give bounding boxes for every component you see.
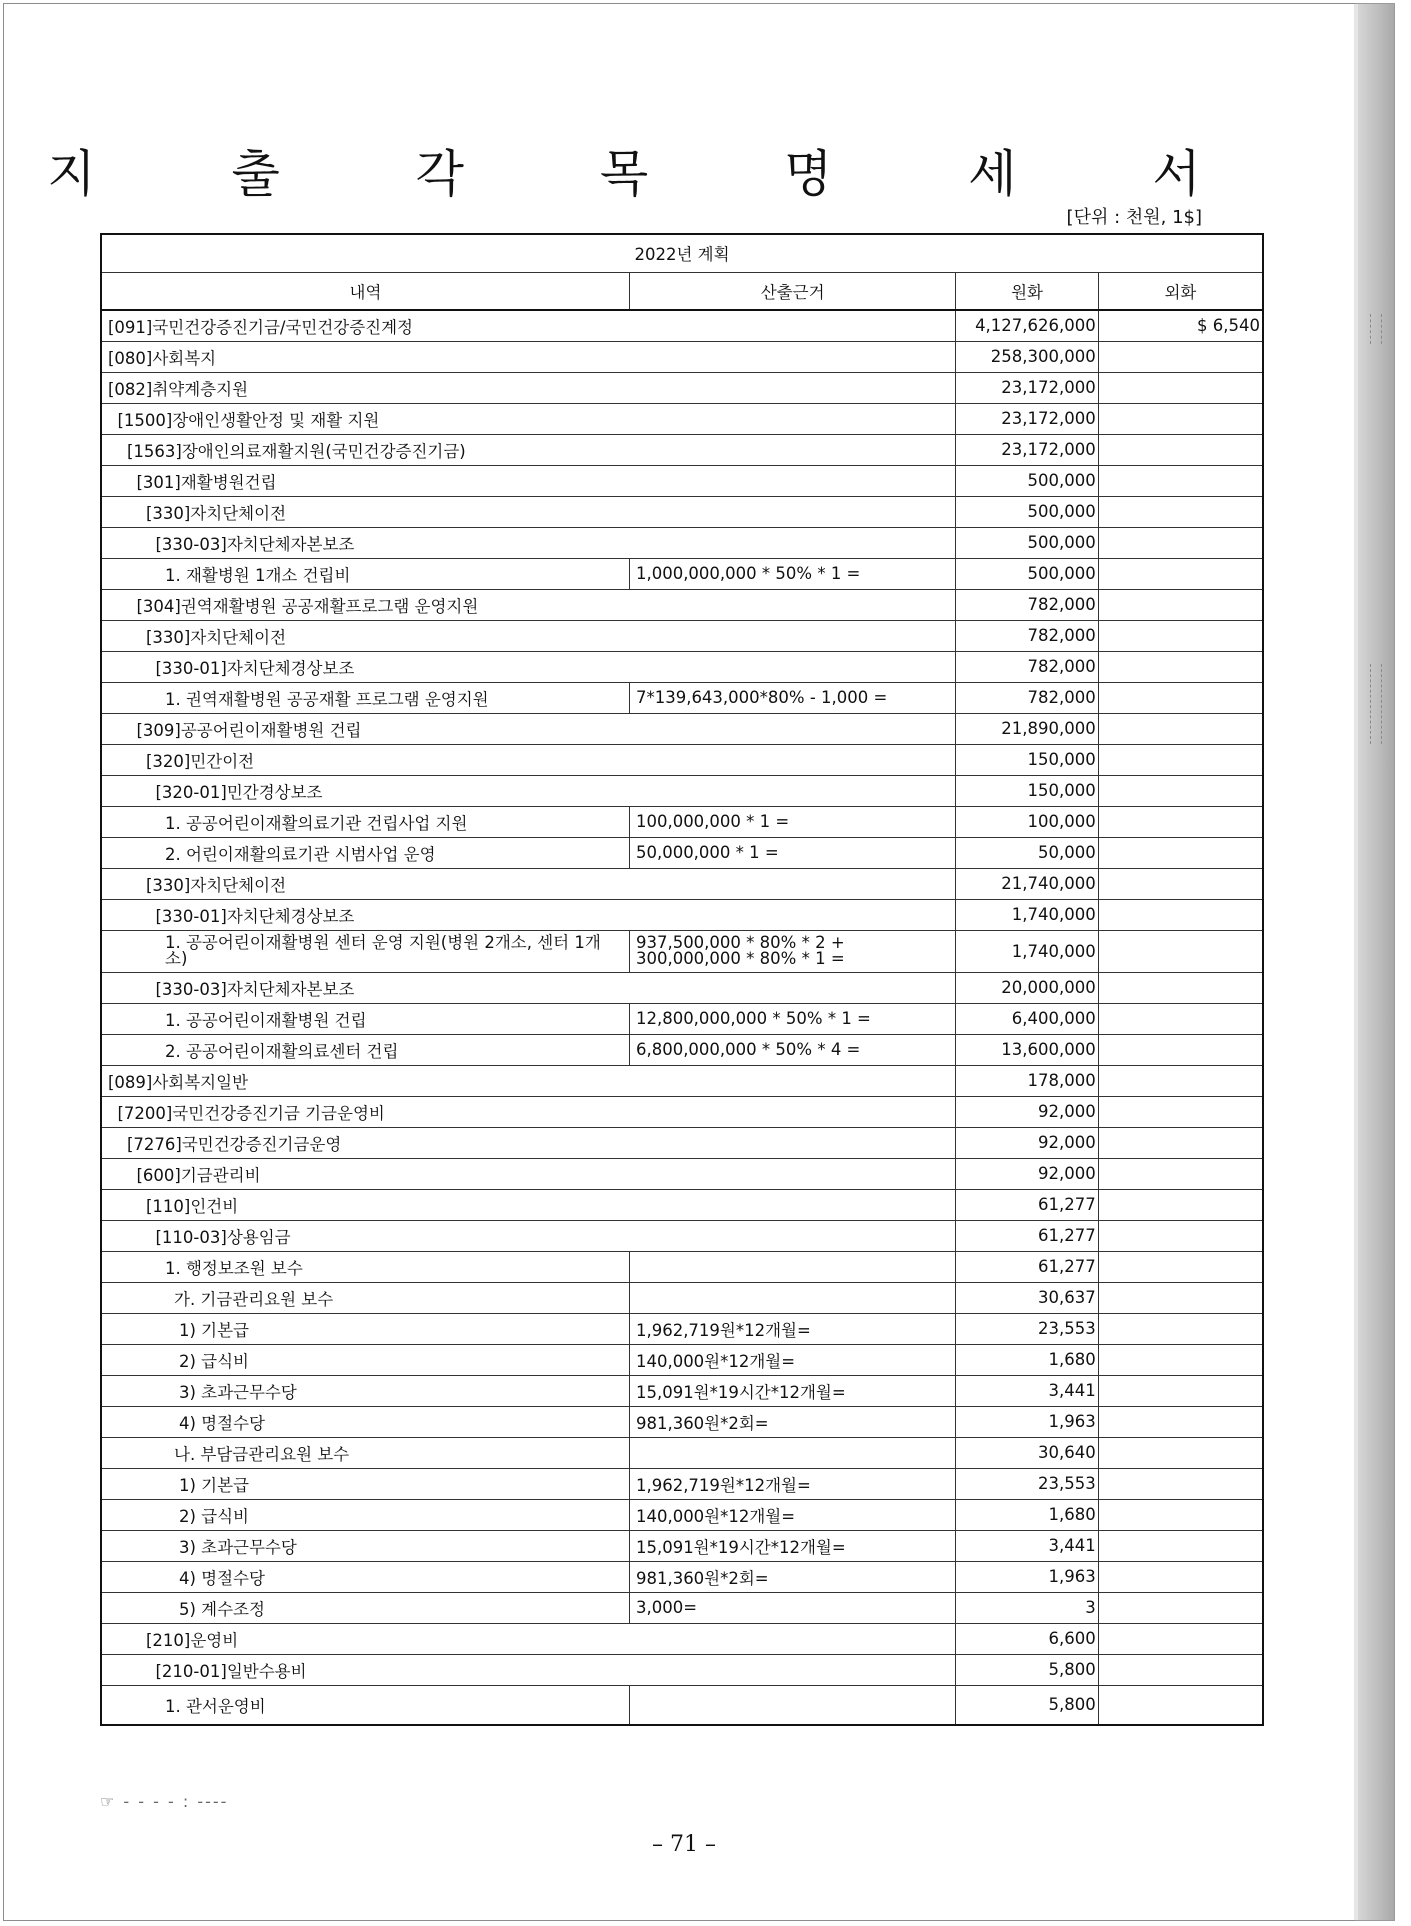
table-row xyxy=(101,1375,1263,1406)
row-krw-amount: 5,800 xyxy=(956,1654,1098,1685)
column-header-krw: 원화 xyxy=(956,272,1098,310)
row-fx-amount xyxy=(1098,1623,1263,1654)
row-calc-basis xyxy=(629,1685,955,1725)
row-fx-amount xyxy=(1098,496,1263,527)
row-krw-amount: 258,300,000 xyxy=(956,341,1098,372)
row-item-name: [330]자치단체이전 xyxy=(101,620,629,651)
row-fx-amount xyxy=(1098,403,1263,434)
row-item-name: [330]자치단체이전 xyxy=(101,868,629,899)
row-item-name: [080]사회복지 xyxy=(101,341,629,372)
row-krw-amount: 150,000 xyxy=(956,744,1098,775)
row-krw-amount: 23,172,000 xyxy=(956,372,1098,403)
row-item-name: [304]권역재활병원 공공재활프로그램 운영지원 xyxy=(101,589,629,620)
row-item-name: 1. 행정보조원 보수 xyxy=(101,1251,629,1282)
row-fx-amount xyxy=(1098,558,1263,589)
row-fx-amount xyxy=(1098,775,1263,806)
table-row xyxy=(101,403,1263,434)
row-krw-amount: 178,000 xyxy=(956,1065,1098,1096)
expenditure-table xyxy=(100,233,1264,1726)
row-item-name: [330-03]자치단체자본보조 xyxy=(101,972,629,1003)
row-item-name: 3) 초과근무수당 xyxy=(101,1375,629,1406)
row-fx-amount xyxy=(1098,1344,1263,1375)
row-calc-basis xyxy=(629,972,955,1003)
unit-label: [단위 : 천원, 1$] xyxy=(1066,207,1202,228)
row-krw-amount: 5,800 xyxy=(956,1685,1098,1725)
table-row xyxy=(101,1158,1263,1189)
table-row xyxy=(101,713,1263,744)
table-row xyxy=(101,465,1263,496)
row-item-name: [1563]장애인의료재활지원(국민건강증진기금) xyxy=(101,434,629,465)
row-item-name: [7200]국민건강증진기금 기금운영비 xyxy=(101,1096,629,1127)
table-row xyxy=(101,527,1263,558)
row-calc-basis xyxy=(629,1096,955,1127)
row-calc-basis xyxy=(629,1189,955,1220)
row-item-name: 2. 공공어린이재활의료센터 건립 xyxy=(101,1034,629,1065)
row-krw-amount: 92,000 xyxy=(956,1096,1098,1127)
row-fx-amount xyxy=(1098,1499,1263,1530)
table-row xyxy=(101,930,1263,972)
table-row xyxy=(101,1499,1263,1530)
row-item-name: 2) 급식비 xyxy=(101,1344,629,1375)
table-row xyxy=(101,1654,1263,1685)
row-krw-amount: 100,000 xyxy=(956,806,1098,837)
row-item-name: 나. 부담금관리요원 보수 xyxy=(101,1437,629,1468)
row-item-name: 가. 기금관리요원 보수 xyxy=(101,1282,629,1313)
row-krw-amount: 61,277 xyxy=(956,1189,1098,1220)
row-item-name: [330-01]자치단체경상보조 xyxy=(101,651,629,682)
row-fx-amount xyxy=(1098,1282,1263,1313)
row-krw-amount: 1,680 xyxy=(956,1344,1098,1375)
row-calc-basis xyxy=(629,1282,955,1313)
row-calc-basis xyxy=(629,713,955,744)
row-fx-amount xyxy=(1098,589,1263,620)
row-calc-basis: 12,800,000,000 * 50% * 1 = xyxy=(629,1003,955,1034)
row-item-name: [330]자치단체이전 xyxy=(101,496,629,527)
row-calc-basis xyxy=(629,1654,955,1685)
row-item-name: 3) 초과근무수당 xyxy=(101,1530,629,1561)
row-calc-basis xyxy=(629,341,955,372)
row-krw-amount: 23,553 xyxy=(956,1468,1098,1499)
table-row xyxy=(101,1468,1263,1499)
row-krw-amount: 92,000 xyxy=(956,1127,1098,1158)
row-krw-amount: 30,637 xyxy=(956,1282,1098,1313)
row-item-name: [1500]장애인생활안정 및 재활 지원 xyxy=(101,403,629,434)
row-krw-amount: 782,000 xyxy=(956,651,1098,682)
table-row xyxy=(101,1251,1263,1282)
row-krw-amount: 1,740,000 xyxy=(956,930,1098,972)
table-row xyxy=(101,1530,1263,1561)
row-fx-amount xyxy=(1098,1406,1263,1437)
row-krw-amount: 50,000 xyxy=(956,837,1098,868)
row-fx-amount xyxy=(1098,1096,1263,1127)
row-fx-amount xyxy=(1098,806,1263,837)
row-fx-amount xyxy=(1098,713,1263,744)
row-fx-amount xyxy=(1098,620,1263,651)
row-item-name: 5) 계수조정 xyxy=(101,1592,629,1623)
row-fx-amount xyxy=(1098,341,1263,372)
row-item-name: 1. 공공어린이재활병원 건립 xyxy=(101,1003,629,1034)
document-page xyxy=(3,3,1358,1921)
row-calc-basis xyxy=(629,496,955,527)
row-calc-basis xyxy=(629,1437,955,1468)
row-krw-amount: 13,600,000 xyxy=(956,1034,1098,1065)
table-row xyxy=(101,1127,1263,1158)
row-krw-amount: 782,000 xyxy=(956,620,1098,651)
column-header-item: 내역 xyxy=(101,272,629,310)
row-item-name: 1. 관서운영비 xyxy=(101,1685,629,1725)
row-calc-basis xyxy=(629,775,955,806)
table-row xyxy=(101,744,1263,775)
row-item-name: [210]운영비 xyxy=(101,1623,629,1654)
row-fx-amount xyxy=(1098,972,1263,1003)
row-calc-basis: 1,962,719원*12개월= xyxy=(629,1468,955,1499)
row-krw-amount: 3 xyxy=(956,1592,1098,1623)
row-krw-amount: 3,441 xyxy=(956,1530,1098,1561)
row-krw-amount: 4,127,626,000 xyxy=(956,310,1098,341)
page-number: – 71 – xyxy=(652,1832,716,1857)
row-item-name: [600]기금관리비 xyxy=(101,1158,629,1189)
row-fx-amount xyxy=(1098,1003,1263,1034)
row-krw-amount: 1,963 xyxy=(956,1561,1098,1592)
row-calc-basis xyxy=(629,1623,955,1654)
row-fx-amount xyxy=(1098,1375,1263,1406)
row-calc-basis xyxy=(629,620,955,651)
row-fx-amount xyxy=(1098,744,1263,775)
row-fx-amount xyxy=(1098,1530,1263,1561)
table-row xyxy=(101,1065,1263,1096)
row-fx-amount xyxy=(1098,837,1263,868)
column-header-basis: 산출근거 xyxy=(629,272,955,310)
row-krw-amount: 92,000 xyxy=(956,1158,1098,1189)
row-item-name: [089]사회복지일반 xyxy=(101,1065,629,1096)
table-row xyxy=(101,1096,1263,1127)
row-fx-amount xyxy=(1098,899,1263,930)
row-calc-basis xyxy=(629,1127,955,1158)
table-row xyxy=(101,1406,1263,1437)
page-title: 지 출 각 목 명 세 서 xyxy=(47,145,1261,203)
row-krw-amount: 1,740,000 xyxy=(956,899,1098,930)
row-calc-basis xyxy=(629,868,955,899)
row-calc-basis: 6,800,000,000 * 50% * 4 = xyxy=(629,1034,955,1065)
row-calc-basis: 140,000원*12개월= xyxy=(629,1344,955,1375)
row-fx-amount xyxy=(1098,1127,1263,1158)
row-calc-basis: 981,360원*2회= xyxy=(629,1406,955,1437)
row-fx-amount xyxy=(1098,651,1263,682)
row-calc-basis xyxy=(629,651,955,682)
table-row xyxy=(101,620,1263,651)
row-item-name: [110-03]상용임금 xyxy=(101,1220,629,1251)
row-item-name: [110]인건비 xyxy=(101,1189,629,1220)
row-fx-amount xyxy=(1098,930,1263,972)
row-item-name: 2. 어린이재활의료기관 시범사업 운영 xyxy=(101,837,629,868)
row-krw-amount: 1,680 xyxy=(956,1499,1098,1530)
table-row xyxy=(101,496,1263,527)
row-item-name: 4) 명절수당 xyxy=(101,1406,629,1437)
table-row xyxy=(101,310,1263,341)
table-row xyxy=(101,1003,1263,1034)
row-krw-amount: 20,000,000 xyxy=(956,972,1098,1003)
row-calc-basis xyxy=(629,372,955,403)
table-row xyxy=(101,1220,1263,1251)
row-krw-amount: 61,277 xyxy=(956,1251,1098,1282)
table-row xyxy=(101,1592,1263,1623)
row-fx-amount xyxy=(1098,1561,1263,1592)
row-item-name: 1) 기본급 xyxy=(101,1313,629,1344)
row-calc-basis xyxy=(629,527,955,558)
row-item-name: 1. 공공어린이재활의료기관 건립사업 지원 xyxy=(101,806,629,837)
row-item-name: 1. 공공어린이재활병원 센터 운영 지원(병원 2개소, 센터 1개소) xyxy=(101,930,629,972)
row-item-name: 1) 기본급 xyxy=(101,1468,629,1499)
table-row xyxy=(101,434,1263,465)
row-fx-amount xyxy=(1098,1158,1263,1189)
row-calc-basis: 1,962,719원*12개월= xyxy=(629,1313,955,1344)
table-row xyxy=(101,682,1263,713)
column-header-fx: 외화 xyxy=(1098,272,1263,310)
table-row xyxy=(101,589,1263,620)
table-row xyxy=(101,899,1263,930)
row-item-name: [320]민간이전 xyxy=(101,744,629,775)
row-krw-amount: 23,172,000 xyxy=(956,434,1098,465)
row-fx-amount xyxy=(1098,1654,1263,1685)
row-fx-amount xyxy=(1098,1189,1263,1220)
row-fx-amount xyxy=(1098,465,1263,496)
row-calc-basis xyxy=(629,899,955,930)
row-krw-amount: 21,890,000 xyxy=(956,713,1098,744)
row-item-name: [309]공공어린이재활병원 건립 xyxy=(101,713,629,744)
table-row xyxy=(101,1189,1263,1220)
row-krw-amount: 782,000 xyxy=(956,589,1098,620)
table-row xyxy=(101,1623,1263,1654)
row-fx-amount xyxy=(1098,1437,1263,1468)
row-krw-amount: 61,277 xyxy=(956,1220,1098,1251)
table-row xyxy=(101,1282,1263,1313)
row-krw-amount: 500,000 xyxy=(956,527,1098,558)
row-calc-basis xyxy=(629,310,955,341)
row-krw-amount: 782,000 xyxy=(956,682,1098,713)
row-calc-basis: 981,360원*2회= xyxy=(629,1561,955,1592)
row-fx-amount xyxy=(1098,434,1263,465)
row-item-name: 1. 권역재활병원 공공재활 프로그램 운영지원 xyxy=(101,682,629,713)
row-calc-basis: 937,500,000 * 80% * 2 + 300,000,000 * 80% * 1 = xyxy=(629,930,955,972)
row-item-name: [210-01]일반수용비 xyxy=(101,1654,629,1685)
table-row xyxy=(101,1685,1263,1725)
table-row xyxy=(101,1437,1263,1468)
row-item-name: [091]국민건강증진기금/국민건강증진계정 xyxy=(101,310,629,341)
row-krw-amount: 1,963 xyxy=(956,1406,1098,1437)
row-item-name: 2) 급식비 xyxy=(101,1499,629,1530)
row-item-name: 1. 재활병원 1개소 건립비 xyxy=(101,558,629,589)
row-fx-amount xyxy=(1098,1468,1263,1499)
row-calc-basis: 15,091원*19시간*12개월= xyxy=(629,1375,955,1406)
plan-header: 2022년 계획 xyxy=(101,234,1263,272)
row-krw-amount: 23,553 xyxy=(956,1313,1098,1344)
page-stack-edge xyxy=(1355,3,1395,1921)
row-fx-amount xyxy=(1098,868,1263,899)
row-calc-basis: 3,000= xyxy=(629,1592,955,1623)
row-fx-amount xyxy=(1098,1034,1263,1065)
row-krw-amount: 500,000 xyxy=(956,465,1098,496)
row-krw-amount: 6,600 xyxy=(956,1623,1098,1654)
row-calc-basis xyxy=(629,1065,955,1096)
row-calc-basis: 15,091원*19시간*12개월= xyxy=(629,1530,955,1561)
row-krw-amount: 500,000 xyxy=(956,496,1098,527)
row-calc-basis xyxy=(629,1251,955,1282)
table-row xyxy=(101,558,1263,589)
row-calc-basis: 1,000,000,000 * 50% * 1 = xyxy=(629,558,955,589)
table-row xyxy=(101,651,1263,682)
row-calc-basis: 100,000,000 * 1 = xyxy=(629,806,955,837)
row-krw-amount: 500,000 xyxy=(956,558,1098,589)
table-row xyxy=(101,1344,1263,1375)
row-item-name: [320-01]민간경상보조 xyxy=(101,775,629,806)
row-item-name: [330-01]자치단체경상보조 xyxy=(101,899,629,930)
row-fx-amount xyxy=(1098,682,1263,713)
row-fx-amount xyxy=(1098,1592,1263,1623)
row-calc-basis xyxy=(629,465,955,496)
row-calc-basis xyxy=(629,403,955,434)
row-calc-basis: 50,000,000 * 1 = xyxy=(629,837,955,868)
row-item-name: [301]재활병원건립 xyxy=(101,465,629,496)
row-item-name: 4) 명절수당 xyxy=(101,1561,629,1592)
table-row xyxy=(101,1034,1263,1065)
row-krw-amount: 21,740,000 xyxy=(956,868,1098,899)
row-krw-amount: 23,172,000 xyxy=(956,403,1098,434)
row-fx-amount xyxy=(1098,527,1263,558)
table-row xyxy=(101,775,1263,806)
row-fx-amount xyxy=(1098,1251,1263,1282)
table-row xyxy=(101,1313,1263,1344)
footnote: ☞ - - - - : ---- xyxy=(100,1792,229,1811)
row-fx-amount xyxy=(1098,372,1263,403)
table-row xyxy=(101,1561,1263,1592)
row-calc-basis xyxy=(629,744,955,775)
row-fx-amount xyxy=(1098,1685,1263,1725)
table-row xyxy=(101,372,1263,403)
row-calc-basis: 7*139,643,000*80% - 1,000 = xyxy=(629,682,955,713)
table-row xyxy=(101,837,1263,868)
row-fx-amount xyxy=(1098,1220,1263,1251)
row-krw-amount: 3,441 xyxy=(956,1375,1098,1406)
table-row xyxy=(101,972,1263,1003)
row-fx-amount: $ 6,540 xyxy=(1098,310,1263,341)
row-krw-amount: 30,640 xyxy=(956,1437,1098,1468)
row-calc-basis xyxy=(629,1158,955,1189)
row-calc-basis xyxy=(629,1220,955,1251)
row-calc-basis: 140,000원*12개월= xyxy=(629,1499,955,1530)
table-row xyxy=(101,868,1263,899)
table-row xyxy=(101,806,1263,837)
row-calc-basis xyxy=(629,434,955,465)
row-krw-amount: 6,400,000 xyxy=(956,1003,1098,1034)
row-item-name: [7276]국민건강증진기금운영 xyxy=(101,1127,629,1158)
row-krw-amount: 150,000 xyxy=(956,775,1098,806)
row-fx-amount xyxy=(1098,1065,1263,1096)
table-body xyxy=(101,310,1263,1725)
row-item-name: [330-03]자치단체자본보조 xyxy=(101,527,629,558)
table-row xyxy=(101,341,1263,372)
row-fx-amount xyxy=(1098,1313,1263,1344)
row-item-name: [082]취약계층지원 xyxy=(101,372,629,403)
row-calc-basis xyxy=(629,589,955,620)
